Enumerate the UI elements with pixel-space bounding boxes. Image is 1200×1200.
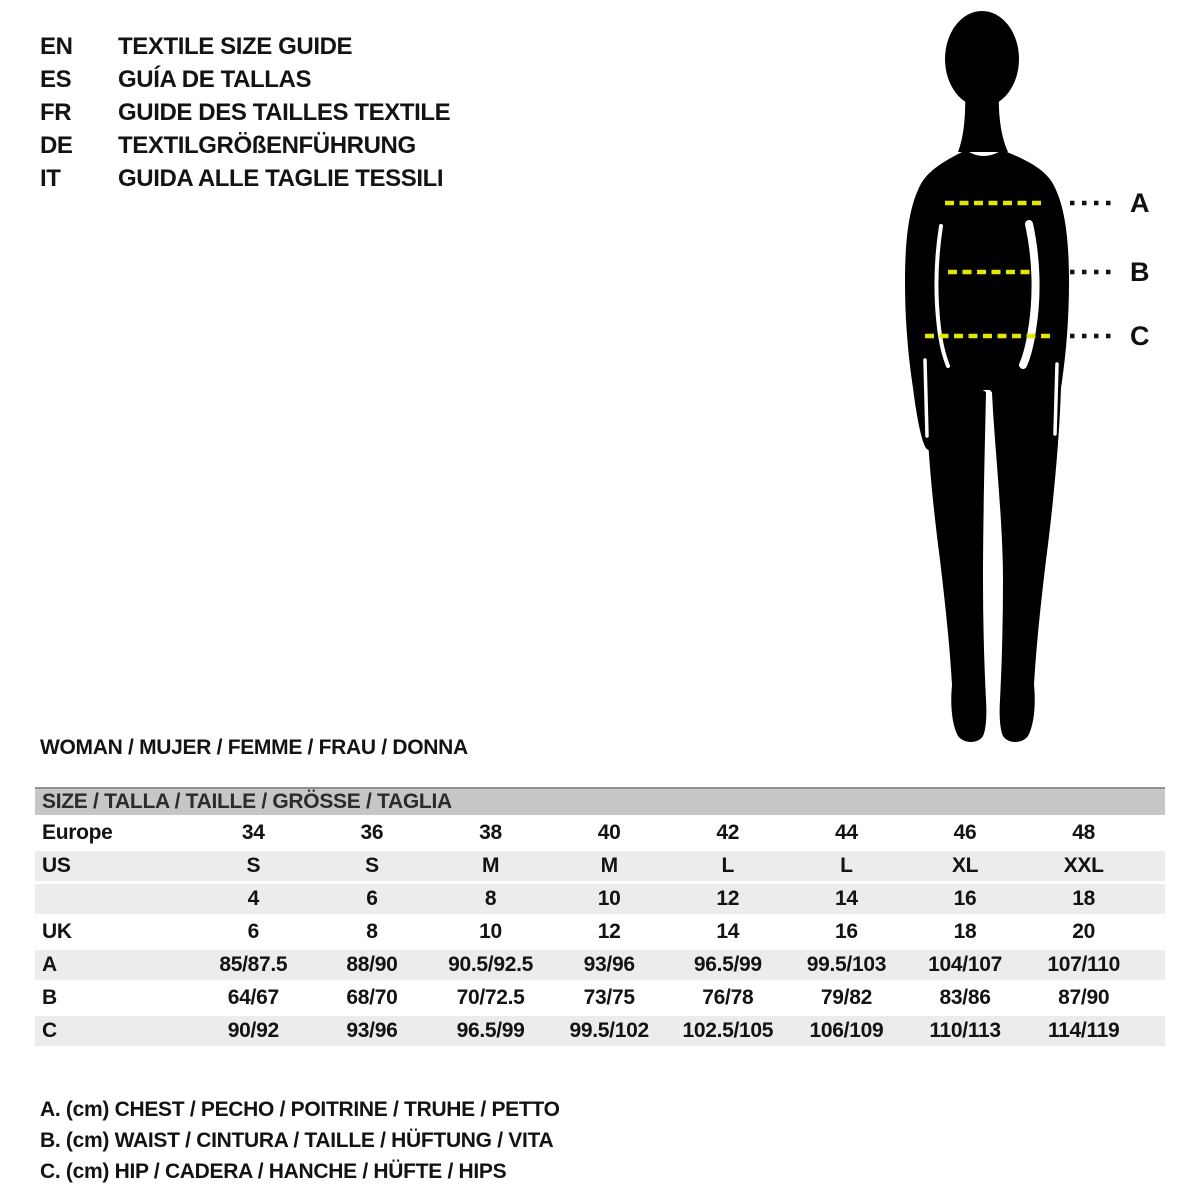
table-cell: 85/87.5 [219,953,288,976]
measurement-legend [40,1094,560,1187]
legend-line-waist: B. (cm) WAIST / CINTURA / TAILLE / HÜFTUNG / VITA [40,1129,554,1152]
table-cell: 40 [597,821,621,844]
row-label: A [42,953,57,976]
measurement-figure [880,0,1200,760]
lang-row-en [40,30,450,63]
lang-row-de [40,129,450,162]
table-row [35,851,1165,881]
table-cell: 90/92 [227,1019,279,1042]
row-label: C [42,1019,57,1042]
table-cell: 6 [366,887,378,910]
table-cell: 14 [835,887,858,910]
table-cell: 73/75 [583,986,635,1009]
table-cell: 96.5/99 [456,1019,525,1042]
measure-label-b: B [1130,257,1150,287]
table-cell: 114/119 [1047,1019,1120,1042]
table-cell: M [481,854,500,877]
table-cell: 44 [835,821,858,844]
lang-code: IT [40,164,61,192]
lang-row-it [40,162,450,195]
table-cell: 106/109 [809,1019,884,1042]
table-cell: 107/110 [1047,953,1121,976]
table-cell: 96.5/99 [693,953,762,976]
lang-code: ES [40,65,72,93]
table-cell: 88/90 [346,953,398,976]
table-cell: 99.5/103 [806,953,887,976]
table-cell: 8 [366,920,378,943]
table-cell: 12 [597,920,621,943]
table-cell: 102.5/105 [682,1019,774,1042]
woman-silhouette-figure [880,0,1200,760]
table-cell: 46 [953,821,977,844]
lang-title: GUÍA DE TALLAS [118,65,312,93]
table-cell: 6 [247,920,259,943]
table-cell: 18 [953,920,977,943]
table-cell: 99.5/102 [569,1019,649,1042]
table-cell: 42 [716,821,740,844]
table-row [35,917,1165,947]
table-cell: 38 [479,821,502,844]
table-cell: 16 [835,920,858,943]
table-cell: S [365,854,379,877]
table-cell: 64/67 [227,986,279,1009]
size-table-header: SIZE / TALLA / TAILLE / GRÖSSE / TAGLIA [35,787,1165,815]
table-cell: 18 [1072,887,1096,910]
lang-row-fr [40,96,450,129]
table-row [35,884,1165,914]
table-cell: 12 [716,887,740,910]
row-label: US [42,854,71,877]
measure-label-a: A [1130,188,1150,218]
size-table [35,787,1165,1049]
table-cell: L [840,854,853,877]
table-row [35,983,1165,1013]
woman-silhouette [905,11,1069,742]
table-cell: 110/113 [929,1019,1001,1042]
table-cell: XL [951,854,979,877]
table-cell: 104/107 [928,953,1002,976]
table-row [35,818,1165,848]
lang-row-es [40,63,450,96]
lang-title: TEXTILGRÖßENFÜHRUNG [118,131,416,159]
table-cell: XXL [1063,854,1104,877]
table-row [35,1016,1165,1046]
table-cell: 90.5/92.5 [448,953,533,976]
table-cell: S [246,854,261,877]
table-cell: 83/86 [939,986,991,1009]
table-cell: 76/78 [702,986,754,1009]
measure-label-c: C [1130,321,1150,351]
table-cell: 34 [241,821,265,844]
table-cell: 4 [247,887,259,910]
table-cell: 14 [716,920,740,943]
table-cell: 16 [953,887,977,910]
row-label: B [42,986,57,1009]
lang-title: TEXTILE SIZE GUIDE [118,32,353,60]
language-title-block [40,30,450,195]
table-cell: 79/82 [820,986,872,1009]
row-label: UK [42,920,72,943]
table-cell: L [721,854,735,877]
table-cell: M [600,854,618,877]
table-cell: 68/70 [346,986,398,1009]
table-cell: 93/96 [346,1019,398,1042]
lang-title: GUIDE DES TAILLES TEXTILE [118,98,451,126]
table-row [35,950,1165,980]
table-cell: 70/72.5 [456,986,525,1009]
legend-line-hip: C. (cm) HIP / CADERA / HANCHE / HÜFTE / HIPS [40,1160,507,1183]
table-cell: 93/96 [583,953,635,976]
table-cell: 48 [1072,821,1096,844]
size-table-rows [35,818,1165,1046]
legend-line-chest: A. (cm) CHEST / PECHO / POITRINE / TRUHE / PETTO [40,1098,560,1121]
table-cell: 36 [360,821,384,844]
lang-code: DE [40,131,73,159]
row-label: Europe [42,821,113,844]
table-cell: 8 [484,887,497,910]
lang-title: GUIDA ALLE TAGLIE TESSILI [118,164,444,192]
table-cell: 10 [597,887,621,910]
section-title-woman: WOMAN / MUJER / FEMME / FRAU / DONNA [40,736,468,759]
table-cell: 20 [1072,920,1096,943]
lang-code: FR [40,98,72,126]
lang-code: EN [40,32,73,60]
table-cell: 87/90 [1058,986,1110,1009]
table-cell: 10 [479,920,502,943]
